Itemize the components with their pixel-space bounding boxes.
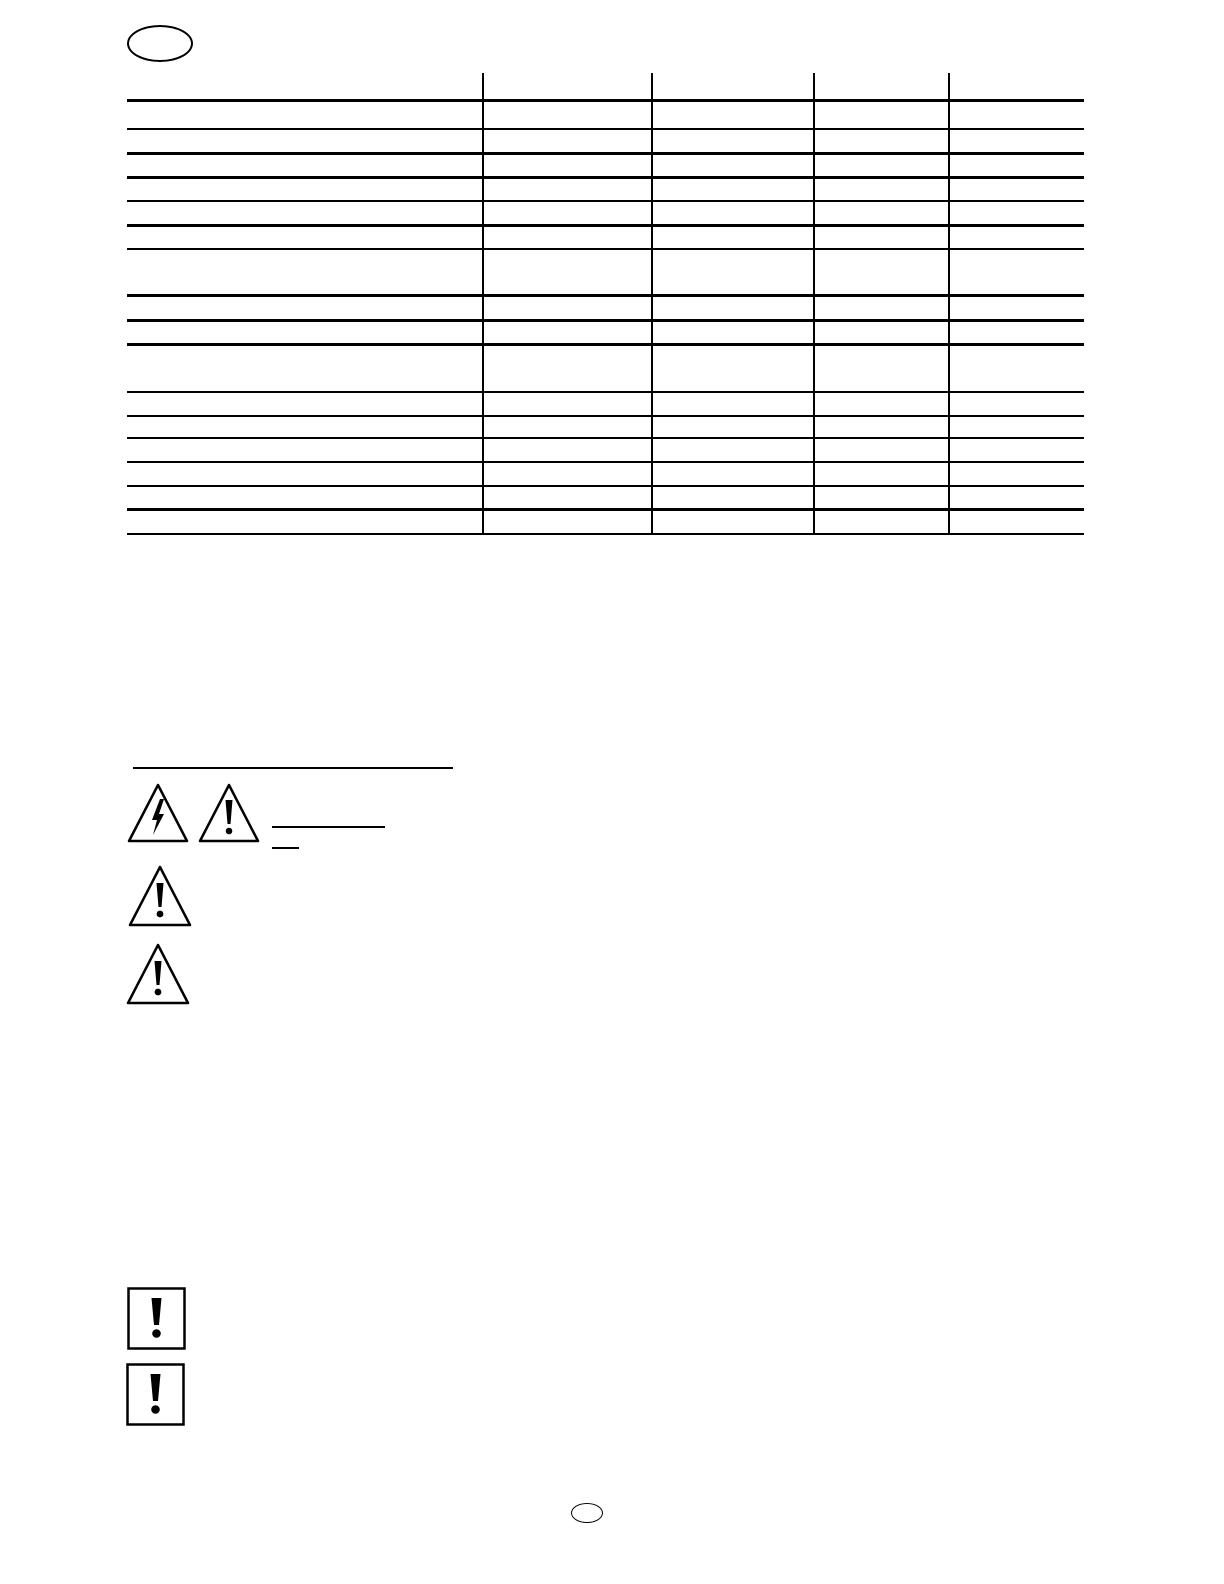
table-column-divider [482,73,484,534]
table-column-divider [813,73,815,534]
table-row [127,152,1084,155]
table-row [127,294,1084,297]
high-voltage-warning-icon [126,782,190,844]
table-row [127,343,1084,346]
exclamation-notice-icon [127,1287,187,1351]
table-column-divider [651,73,653,534]
table-row [127,508,1084,511]
table-bottom-rule [127,533,1084,535]
table-row [127,224,1084,227]
table-header-rule [127,99,1084,102]
safety-heading-underline [133,767,453,769]
exclamation-warning-icon [127,864,193,928]
table-row [127,248,1084,250]
language-badge [127,25,193,62]
table-row [127,319,1084,322]
table-row [127,461,1084,463]
table-row [127,391,1084,393]
exclamation-warning-icon [125,942,191,1006]
table-row [127,128,1084,130]
table-column-divider [948,73,950,534]
table-row [127,437,1084,439]
table-row [127,176,1084,179]
table-row [127,415,1084,417]
page-number-badge [571,1503,603,1523]
table-row [127,200,1084,202]
warning-label-underline [272,826,385,828]
exclamation-notice-icon [126,1363,186,1427]
table-row [127,485,1084,487]
warning-label-underline [272,847,299,849]
exclamation-warning-icon [197,782,261,844]
